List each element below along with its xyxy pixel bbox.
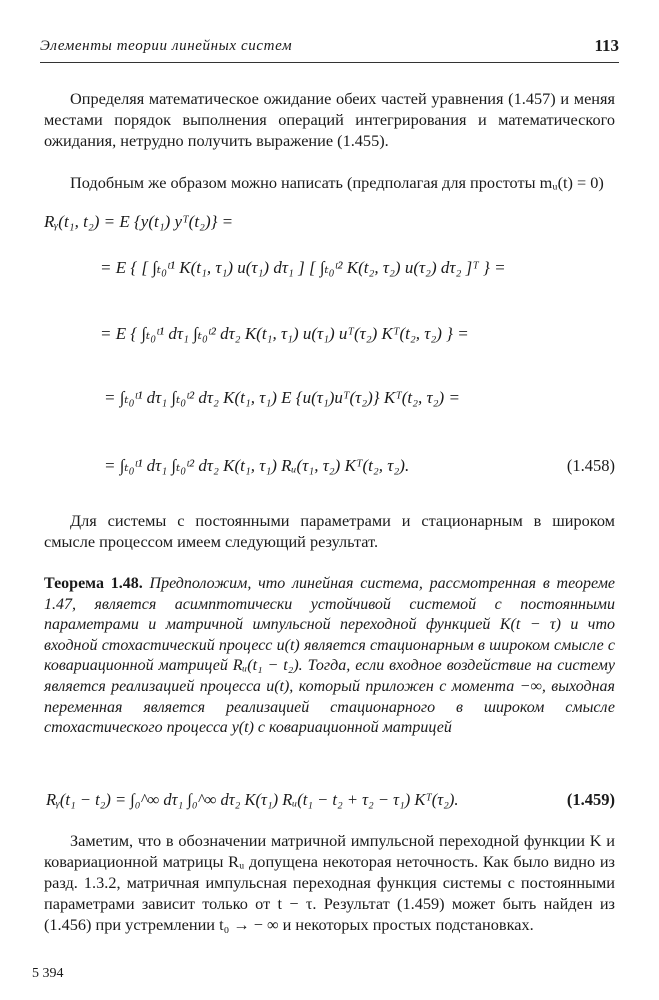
- paragraph-similarly: Подобным же образом можно написать (предполагая для простоты mᵤ(t) = 0): [70, 173, 604, 192]
- equation-line: = E { [ ∫ₜ₀ᵗ¹ K(t₁, τ₁) u(τ₁) dτ₁ ] [ ∫ₜ₀ᵗ² K(t₂, τ₂) u(τ₂) dτ₂ ]ᵀ } =: [100, 258, 506, 277]
- equation-line: Rᵧ(t₁, t₂) = E {y(t₁) yᵀ(t₂)} =: [44, 212, 234, 231]
- signature-mark: 5 394: [32, 966, 64, 981]
- paragraph-constant-params: Для системы с постоянными параметрами и стационарным в широком смысле процессом имеем следующий результат.: [44, 511, 615, 551]
- equation-number: (1.459): [566, 790, 615, 809]
- running-title: Элементы теории линейных систем: [40, 38, 293, 54]
- theorem-body: Предположим, что линейная система, рассмотренная в теореме 1.47, является асимптотически устойчивой системой с постоянными параметрами и матричной импульсной переходной функцией K(t − τ) и что входной стохастический процесс u(t) является стационарным в широком смысле с ковариационной матрицей Rᵤ(t₁ − t₂). Тогда, если входное воздействие на систему является реализацией процесса u(t), который приложен с момента −∞, выходная переменная является реализацией стационарного в широком смысле стохастического процесса y(t) с ковариационной матрицей: [44, 575, 616, 737]
- equation-line: = ∫ₜ₀ᵗ¹ dτ₁ ∫ₜ₀ᵗ² dτ₂ K(t₁, τ₁) Rᵤ(τ₁, τ₂) Kᵀ(t₂, τ₂).: [104, 456, 410, 475]
- equation-number: (1.458): [566, 456, 615, 475]
- paragraph-expectation: Определяя математическое ожидание обеих частей уравнения (1.457) и меняя местами порядок выполнения операций интегрирования и математического ожидания, нетрудно получить выражение (1.455).: [44, 89, 615, 150]
- page-header: [40, 34, 619, 64]
- equation-line: = E { ∫ₜ₀ᵗ¹ dτ₁ ∫ₜ₀ᵗ² dτ₂ K(t₁, τ₁) u(τ₁) uᵀ(τ₂) Kᵀ(t₂, τ₂) } =: [100, 324, 469, 343]
- equation-1458: [40, 208, 615, 504]
- equation-line: Rᵧ(t₁ − t₂) = ∫₀^∞ dτ₁ ∫₀^∞ dτ₂ K(τ₁) Rᵤ(t₁ − t₂ + τ₂ − τ₁) Kᵀ(τ₂).: [46, 790, 459, 809]
- equation-line: = ∫ₜ₀ᵗ¹ dτ₁ ∫ₜ₀ᵗ² dτ₂ K(t₁, τ₁) E {u(τ₁)uᵀ(τ₂)} Kᵀ(t₂, τ₂) =: [104, 388, 460, 407]
- header-rule: [40, 62, 619, 63]
- page-number: 113: [594, 36, 619, 55]
- paragraph-remark: Заметим, что в обозначении матричной импульсной переходной функции K и ковариационной матрицы Rᵤ допущена некоторая неточность. Как было видно из разд. 1.3.2, матричная импульсная переходная функция системы с постоянными параметрами зависит только от t − τ. Результат (1.459) может быть найден из (1.456) при устремлении t₀ → − ∞ и некоторых простых подстановках.: [44, 831, 615, 934]
- equation-1459: [40, 784, 615, 824]
- theorem-1-48: [44, 574, 615, 739]
- theorem-label: Теорема 1.48.: [44, 575, 143, 592]
